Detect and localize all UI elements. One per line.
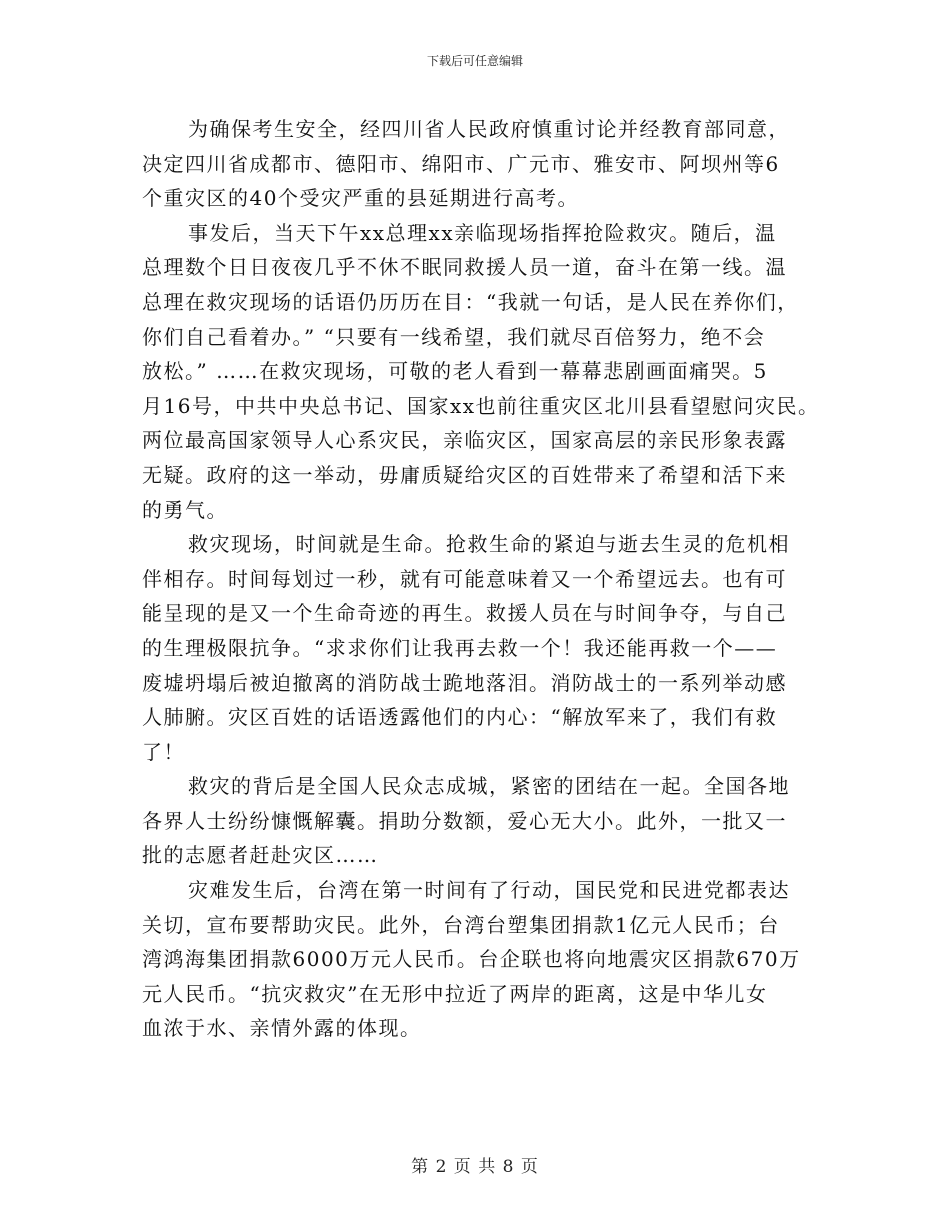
- text-line: 月16号，中共中央总书记、国家xx也前往重灾区北川县看望慰问灾民。: [142, 393, 820, 418]
- text-line: 无疑。政府的这一举动，毋庸质疑给灾区的百姓带来了希望和活下来: [142, 462, 787, 487]
- text-line: 总理在救灾现场的话语仍历历在目：“我就一句话，是人民在养你们，: [142, 289, 799, 314]
- text-line: 伴相存。时间每划过一秒，就有可能意味着又一个希望远去。也有可: [142, 566, 787, 591]
- text-line: 人肺腑。灾区百姓的话语透露他们的内心：“解放军来了，我们有救: [142, 705, 778, 730]
- text-line: 关切，宣布要帮助灾民。此外，台湾台塑集团捐款1亿元人民币；台: [142, 912, 780, 937]
- text-line: 救灾现场，时间就是生命。抢救生命的紧迫与逝去生灵的危机相: [188, 532, 790, 557]
- document-body: [142, 112, 832, 1046]
- text-line: 为确保考生安全，经四川省人民政府慎重讨论并经教育部同意，: [188, 117, 790, 141]
- text-line: 个重灾区的40个受灾严重的县延期进行高考。: [142, 186, 579, 211]
- text-line: 元人民币。“抗灾救灾”在无形中拉近了两岸的距离，这是中华儿女: [142, 981, 768, 1006]
- text-line: 血浓于水、亲情外露的体现。: [142, 1016, 422, 1041]
- text-line: 两位最高国家领导人心系灾民，亲临灾区，国家高层的亲民形象表露: [142, 428, 787, 453]
- text-line: 总理数个日日夜夜几乎不休不眠同救援人员一道，奋斗在第一线。温: [142, 255, 787, 280]
- text-line: 的勇气。: [142, 497, 228, 522]
- text-line: 你们自己看着办。” “只要有一线希望，我们就尽百倍努力，绝不会: [142, 324, 766, 349]
- text-line: 湾鸿海集团捐款6000万元人民币。台企联也将向地震灾区捐款670万: [142, 947, 801, 972]
- text-line: 灾难发生后，台湾在第一时间有了行动，国民党和民进党都表达: [188, 878, 790, 903]
- text-line: 各界人士纷纷慷慨解囊。捐助分数额，爱心无大小。此外，一批又一: [142, 808, 787, 833]
- text-line: 放松。” ……在救灾现场，可敬的老人看到一幕幕悲剧画面痛哭。5: [142, 359, 768, 384]
- text-line: 批的志愿者赶赴灾区……: [142, 843, 379, 868]
- page-number-footer: 第 2 页 共 8 页: [411, 1157, 539, 1177]
- text-line: 救灾的背后是全国人民众志成城，紧密的团结在一起。全国各地: [188, 774, 790, 799]
- text-line: 了！: [142, 739, 185, 764]
- text-line: 事发后，当天下午xx总理xx亲临现场指挥抢险救灾。随后，温: [188, 220, 777, 245]
- text-line: 能呈现的是又一个生命奇迹的再生。救援人员在与时间争夺，与自己: [142, 601, 787, 626]
- text-line: 的生理极限抗争。“求求你们让我再去救一个！我还能再救一个——: [142, 635, 778, 660]
- text-line: 决定四川省成都市、德阳市、绵阳市、广元市、雅安市、阿坝州等6: [142, 151, 780, 176]
- page-header: 下载后可任意编辑: [426, 54, 523, 68]
- text-line: 废墟坍塌后被迫撤离的消防战士跪地落泪。消防战士的一系列举动感: [142, 670, 787, 695]
